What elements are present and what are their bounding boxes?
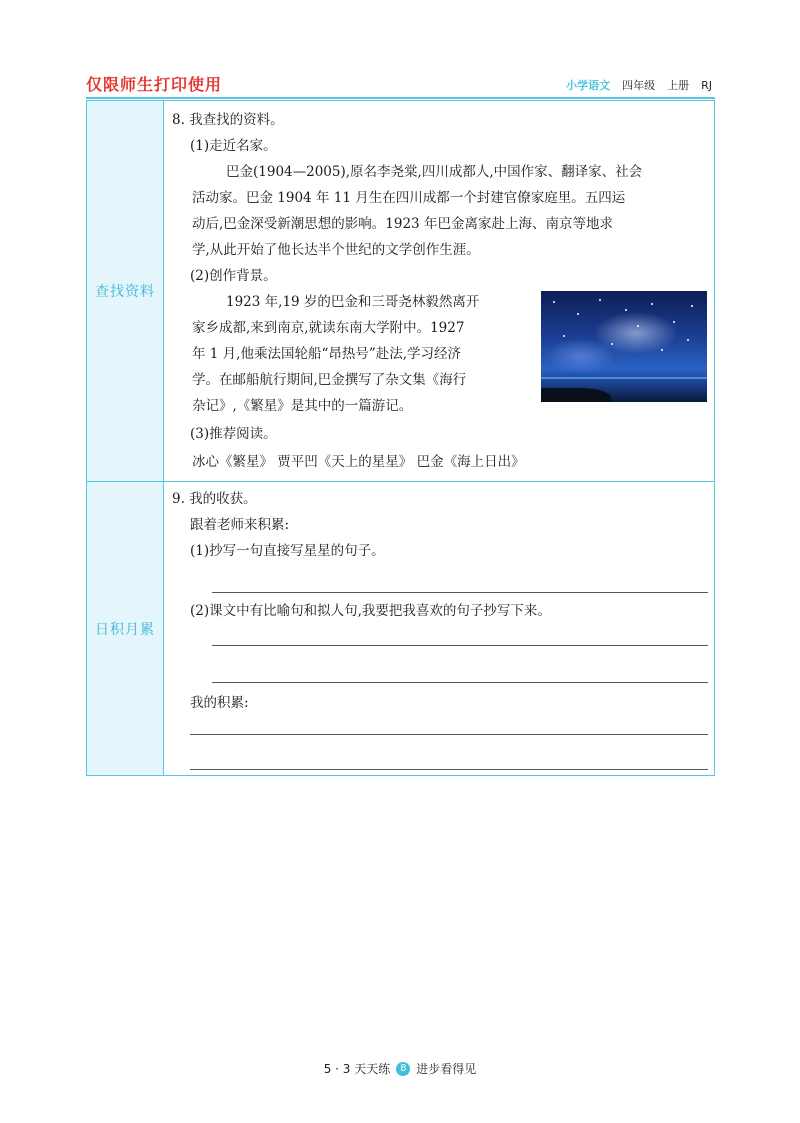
photo-rock <box>541 388 611 402</box>
page-number-badge: 8 <box>396 1062 410 1076</box>
header-volume: 上册 <box>667 79 690 92</box>
writing-line[interactable] <box>212 645 708 646</box>
header-subject: 小学语文 <box>566 79 611 92</box>
header-edition: RJ <box>701 78 712 92</box>
part-2-line: 家乡成都,来到南京,就读东南大学附中。1927 <box>192 320 465 336</box>
star-dot <box>691 305 693 307</box>
part-2-title: (2)创作背景。 <box>190 268 277 284</box>
writing-line[interactable] <box>212 682 708 683</box>
star-dot <box>577 313 579 315</box>
writing-line[interactable] <box>190 734 708 735</box>
footer-slogan: 进步看得见 <box>416 1062 477 1076</box>
star-dot <box>611 343 613 345</box>
accumulate-intro: 跟着老师来积累: <box>190 517 290 533</box>
side-label-cell <box>87 482 164 775</box>
side-label: 查找资料 <box>95 284 155 300</box>
part-2-line: 学。在邮船航行期间,巴金撰写了杂文集《海行 <box>192 372 467 388</box>
star-dot <box>661 349 663 351</box>
header-grade: 四年级 <box>622 79 656 92</box>
star-dot <box>673 321 675 323</box>
question-8-title: 8. 我查找的资料。 <box>172 112 284 128</box>
page-footer <box>0 1060 800 1077</box>
part-2-line: 杂记》,《繁星》是其中的一篇游记。 <box>192 398 413 414</box>
star-dot <box>599 299 601 301</box>
star-dot <box>563 335 565 337</box>
star-dot <box>625 309 627 311</box>
side-label-cell <box>87 101 164 481</box>
footer-brand: 5 · 3 天天练 <box>323 1062 391 1076</box>
my-collection-label: 我的积累: <box>190 695 249 711</box>
part-1-line: 学,从此开始了他长达半个世纪的文学创作生涯。 <box>192 242 480 258</box>
part-1-line: 动后,巴金深受新潮思想的影响。1923 年巴金离家赴上海、南京等地求 <box>192 216 613 232</box>
photo-horizon <box>541 377 707 379</box>
part-2-line: 1923 年,19 岁的巴金和三哥尧林毅然离开 <box>226 294 480 310</box>
section-daily-accumulation <box>87 482 714 775</box>
recommended-reading: 冰心《繁星》 贾平凹《天上的星星》 巴金《海上日出》 <box>192 454 525 470</box>
star-dot <box>553 301 555 303</box>
star-dot <box>651 303 653 305</box>
star-dot <box>687 339 689 341</box>
header-divider <box>86 97 715 99</box>
star-dot <box>637 325 639 327</box>
part-3-title: (3)推荐阅读。 <box>190 426 277 442</box>
print-watermark: 仅限师生打印使用 <box>86 75 223 94</box>
section-content <box>164 101 714 481</box>
section-content <box>164 482 714 775</box>
section-find-materials <box>87 101 714 482</box>
worksheet-table <box>86 100 715 776</box>
part-1-title: (1)走近名家。 <box>190 138 277 154</box>
part-1-line: 巴金(1904—2005),原名李尧棠,四川成都人,中国作家、翻译家、社会 <box>226 164 643 180</box>
writing-line[interactable] <box>212 592 708 593</box>
starry-sky-photo <box>541 291 707 402</box>
question-9-title: 9. 我的收获。 <box>172 491 257 507</box>
page-header <box>566 77 712 93</box>
part-1-line: 活动家。巴金 1904 年 11 月生在四川成都一个封建官僚家庭里。五四运 <box>192 190 626 206</box>
item-1-prompt: (1)抄写一句直接写星星的句子。 <box>190 543 385 559</box>
writing-line[interactable] <box>190 769 708 770</box>
item-2-prompt: (2)课文中有比喻句和拟人句,我要把我喜欢的句子抄写下来。 <box>190 603 551 619</box>
part-2-line: 年 1 月,他乘法国轮船“昂热号”赴法,学习经济 <box>192 346 462 362</box>
side-label: 日积月累 <box>95 621 155 638</box>
